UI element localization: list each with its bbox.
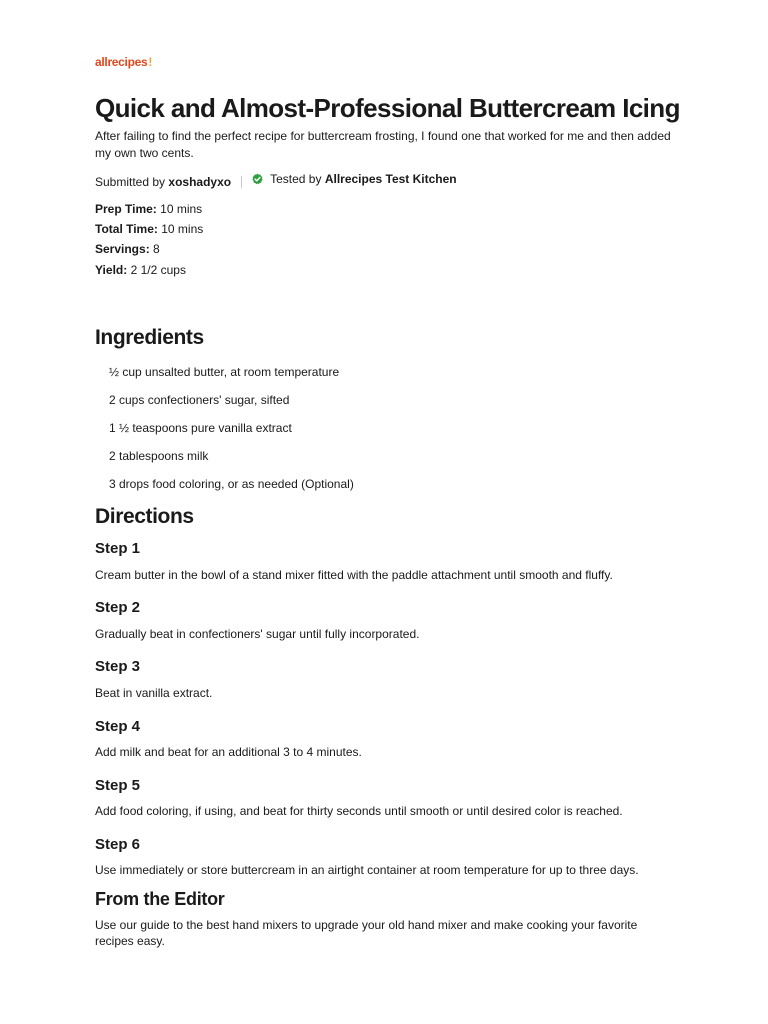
meta-value: 8 [153,242,160,256]
step-heading: Step 3 [95,658,141,675]
meta-yield [95,262,186,278]
recipe-title: Quick and Almost-Professional Buttercream Icing [95,93,680,123]
meta-total-time [95,221,203,237]
meta-label: Prep Time: [95,202,157,216]
step-text: Use immediately or store buttercream in an airtight container at room temperature for up to three days. [95,863,639,877]
step-text: Gradually beat in confectioners' sugar until fully incorporated. [95,627,420,641]
meta-label: Yield: [95,263,128,277]
step-text: Add food coloring, if using, and beat for thirty seconds until smooth or until desired color is reached. [95,804,623,818]
from-the-editor-heading: From the Editor [95,889,225,909]
editor-text: Use our guide to the best hand mixers to upgrade your old hand mixer and make cooking your favorite recipes easy. [95,918,638,948]
check-circle-icon [251,173,264,186]
meta-prep-time [95,201,202,217]
author-name[interactable]: xoshadyxo [168,175,232,189]
meta-value: 10 mins [161,222,204,236]
ingredients-heading: Ingredients [95,326,204,349]
ingredient-item: 2 tablespoons milk [109,449,209,463]
meta-label: Total Time: [95,222,158,236]
meta-servings [95,241,160,257]
byline-divider [241,176,242,188]
step-heading: Step 6 [95,836,141,853]
ingredient-item: 2 cups confectioners' sugar, sifted [109,393,290,407]
logo-mark: ! [148,55,153,69]
ingredient-item: 1 ½ teaspoons pure vanilla extract [109,421,292,435]
byline [95,173,457,191]
submitted-by-label: Submitted by [95,175,166,189]
directions-heading: Directions [95,505,194,528]
allrecipes-logo[interactable] [95,55,152,69]
tested-by-label: Tested by [270,172,322,186]
meta-value: 10 mins [160,202,203,216]
tester-name[interactable]: Allrecipes Test Kitchen [324,172,457,186]
step-heading: Step 1 [95,540,141,557]
step-text: Add milk and beat for an additional 3 to 4 minutes. [95,745,362,759]
step-heading: Step 4 [95,718,141,735]
ingredient-item: 3 drops food coloring, or as needed (Optional) [109,477,354,491]
logo-text: allrecipes [95,55,148,69]
ingredient-item: ½ cup unsalted butter, at room temperature [109,365,340,379]
step-heading: Step 2 [95,599,141,616]
tested-by [251,172,457,186]
step-text: Beat in vanilla extract. [95,686,213,700]
step-text: Cream butter in the bowl of a stand mixer fitted with the paddle attachment until smooth and fluffy. [95,568,613,582]
meta-value: 2 1/2 cups [130,263,186,277]
recipe-intro: After failing to find the perfect recipe for buttercream frosting, I found one that worked for me and then added my own two cents. [95,129,671,160]
meta-label: Servings: [95,242,150,256]
step-heading: Step 5 [95,777,141,794]
